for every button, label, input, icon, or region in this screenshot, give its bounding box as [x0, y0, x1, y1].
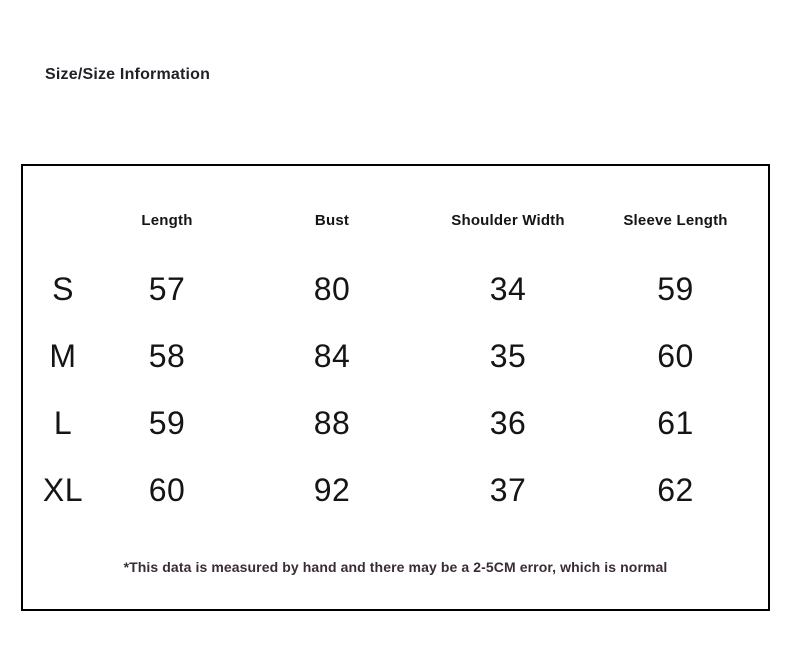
- col-header-bust: Bust: [314, 211, 350, 229]
- cell-m-shoulder-width: 35: [489, 338, 527, 374]
- cell-xl-length: 60: [148, 472, 186, 508]
- row-label-xl: XL: [42, 472, 84, 508]
- row-label-s: S: [52, 271, 74, 307]
- cell-s-bust: 80: [313, 271, 351, 307]
- cell-l-sleeve-length: 61: [657, 405, 694, 441]
- size-table: [23, 166, 768, 609]
- cell-l-shoulder-width: 36: [489, 405, 527, 441]
- cell-l-length: 59: [148, 405, 186, 441]
- row-label-m: M: [49, 338, 77, 374]
- row-label-l: L: [53, 405, 73, 441]
- cell-m-length: 58: [148, 338, 186, 374]
- cell-s-length: 57: [148, 271, 186, 307]
- col-header-sleeve-length: Sleeve Length: [623, 211, 728, 229]
- section-title: Size/Size Information: [45, 66, 211, 83]
- measurement-disclaimer: *This data is measured by hand and there may be a 2-5CM error, which is normal: [123, 558, 668, 575]
- cell-s-sleeve-length: 59: [657, 271, 694, 307]
- cell-l-bust: 88: [313, 405, 351, 441]
- corner-cell: [23, 166, 103, 256]
- col-header-shoulder-width: Shoulder Width: [451, 211, 565, 229]
- cell-xl-shoulder-width: 37: [489, 472, 527, 508]
- cell-xl-bust: 92: [313, 472, 351, 508]
- cell-m-bust: 84: [313, 338, 351, 374]
- cell-s-shoulder-width: 34: [489, 271, 527, 307]
- col-header-length: Length: [141, 211, 193, 229]
- size-chart-box: [21, 164, 770, 611]
- cell-m-sleeve-length: 60: [657, 338, 694, 374]
- cell-xl-sleeve-length: 62: [657, 472, 694, 508]
